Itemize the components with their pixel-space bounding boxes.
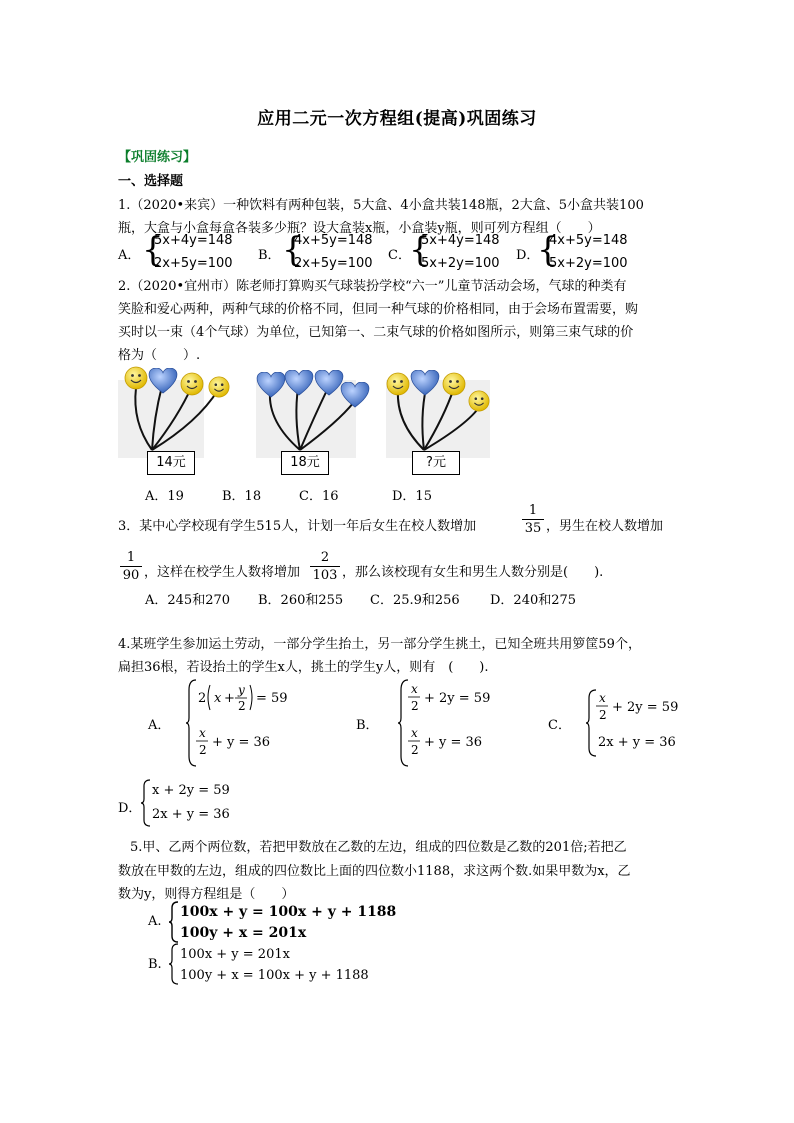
svg-text:+ 2y = 59: + 2y = 59 bbox=[612, 700, 679, 715]
q5-option-b-system bbox=[168, 942, 408, 986]
svg-text:+ 2y = 59: + 2y = 59 bbox=[424, 691, 491, 706]
q3-part1: 3．某中心学校现有学生515人，计划一年后女生在校人数增加 bbox=[118, 519, 477, 534]
svg-text:2x + y = 36: 2x + y = 36 bbox=[152, 807, 230, 822]
fraction-1-90: 1 90 bbox=[120, 550, 142, 583]
svg-text:x: x bbox=[214, 691, 222, 706]
fraction-1-35: 1 35 bbox=[522, 503, 544, 536]
document-page: 应用二元一次方程组(提高)巩固练习 【巩固练习】 一、选择题 1.（2020•来宾）一种饮料有两种包装，5大盒、4小盒共装148瓶，2大盒、5小盒共装100 瓶，大盒与小盒每盒各装多少瓶？设大盒装x瓶，小盒装y瓶，则可列方程组（ ） A． { 5x+4y=148 2x+5y=100 B． { 4x+5y=148 2x+5y=100 C． { 5x+4y=148 5x+2y=100 D． { 4x+5y=148 5x+2y=100 2.（2020•宜州市）陈老师打算购买气球装扮学校“六一”儿童节活动会场，气球的种类有 笑脸和爱心两种，两种气球的价格不同，但同一种气球的价格相同，由于会场布置需要，购 买时以一束（4个气球）为单位，已知第一、二束气球的价格如图所示，则第三束气球的价 格为（ ）. 14元 18元 ?元 A．19 B．18 C．16 D．15 3．某中心学校现有学生515人，计划一年后女生在校人数增加 1 35 ，男生在校人数增加 1 90 ，这样在校学生人数将增加 2 103 ，那么该校现有女生和男生人数分别是( ). A．245和270 B．260和255 C．25.9和256 D．240和275 4.某班学生参加运土劳动，一部分学生抬土，另一部分学生挑土，已知全班共用箩筐59个， 扁担36根，若设抬土的学生x人，挑土的学生y人，则有 ( ). A． 2 x + y 2 = 59 x 2 + y = 36 B． x 2 + 2y = 59 x 2 + y = 36 C． x 2 + 2y = 59 2x + y = 36 D． x + 2y = 59 2x + y = 36 5.甲、乙两个两位数，若把甲数放在乙数的左边，组成的四位数是乙数的201倍;若把乙 数放在甲数的左边，组成的四位数比上面的四位数小1188，求这两个数.如果甲数为x，乙 数为y，则得方程组是（ ） A. 100x + y = 100x + y + 1188 100y + x = 201x B. 100x + y = 201x 100y + x = 100x + y + 1188 bbox=[0, 0, 794, 1123]
price-label-bunch-3: ?元 bbox=[412, 451, 460, 475]
brace: { bbox=[142, 230, 164, 270]
svg-text:= 59: = 59 bbox=[256, 691, 288, 706]
q5-line3: 数为y，则得方程组是（ ） bbox=[118, 887, 295, 902]
q4-option-a-label: A． bbox=[148, 718, 171, 733]
smiley-balloon-icon bbox=[209, 377, 229, 397]
q4-line1: 4.某班学生参加运土劳动，一部分学生抬土，另一部分学生挑土，已知全班共用箩筐59个， bbox=[118, 637, 641, 652]
q3-option-c: C．25.9和256 bbox=[370, 593, 460, 608]
q2-option-d: D．15 bbox=[392, 489, 432, 504]
smiley-balloon-icon bbox=[387, 373, 409, 395]
section-tag: 【巩固练习】 bbox=[118, 150, 197, 165]
svg-text:2: 2 bbox=[199, 743, 207, 757]
svg-text:2: 2 bbox=[238, 699, 246, 713]
price-label-bunch-1: 14元 bbox=[147, 451, 195, 475]
svg-text:2: 2 bbox=[198, 691, 207, 706]
equation-system: { 5x+4y=148 2x+5y=100 bbox=[142, 230, 233, 271]
q3-part4: ，那么该校现有女生和男生人数分别是( ). bbox=[342, 565, 604, 580]
equation-system: { 5x+4y=148 5x+2y=100 bbox=[409, 230, 500, 271]
section-heading: 一、选择题 bbox=[118, 174, 184, 189]
q5-option-a-label: A. bbox=[148, 914, 162, 929]
q2-line2: 笑脸和爱心两种，两种气球的价格不同，但同一种气球的价格相同，由于会场布置需要，购 bbox=[118, 302, 639, 317]
svg-text:x: x bbox=[199, 726, 206, 740]
q3-part3: ，这样在校学生人数将增加 bbox=[144, 565, 301, 580]
svg-text:2: 2 bbox=[411, 743, 419, 757]
smiley-balloon-icon bbox=[125, 367, 147, 389]
q4-option-d-system bbox=[140, 778, 250, 828]
svg-text:100x + y = 201x: 100x + y = 201x bbox=[180, 947, 290, 962]
q4-line2: 扁担36根，若设抬土的学生x人，挑土的学生y人，则有 ( ). bbox=[118, 660, 489, 675]
svg-text:+ y = 36: + y = 36 bbox=[212, 735, 271, 750]
smiley-balloon-icon bbox=[181, 373, 203, 395]
q3-option-a: A．245和270 bbox=[145, 593, 231, 608]
q4-option-c-system bbox=[586, 688, 696, 758]
svg-text:x + 2y = 59: x + 2y = 59 bbox=[152, 783, 230, 798]
q2-line1: 2.（2020•宜州市）陈老师打算购买气球装扮学校“六一”儿童节活动会场，气球的种类有 bbox=[118, 279, 627, 294]
q2-line4: 格为（ ）. bbox=[118, 348, 201, 363]
q3-option-d: D．240和275 bbox=[490, 593, 577, 608]
q4-option-d-label: D． bbox=[118, 801, 142, 816]
q2-line3: 买时以一束（4个气球）为单位，已知第一、二束气球的价格如图所示，则第三束气球的价 bbox=[118, 325, 634, 340]
q5-option-a-system bbox=[168, 900, 408, 944]
svg-text:x: x bbox=[411, 726, 418, 740]
smiley-balloon-icon bbox=[443, 373, 465, 395]
svg-text:2: 2 bbox=[411, 699, 419, 713]
q1-line1: 1.（2020•来宾）一种饮料有两种包装，5大盒、4小盒共装148瓶，2大盒、5小盒共装100 bbox=[118, 198, 644, 213]
svg-text:x: x bbox=[599, 691, 606, 705]
svg-text:100x + y = 100x + y + 1188: 100x + y = 100x + y + 1188 bbox=[180, 904, 397, 920]
price-label-bunch-2: 18元 bbox=[281, 451, 329, 475]
svg-text:100y + x = 100x + y + 1188: 100y + x = 100x + y + 1188 bbox=[180, 968, 369, 983]
svg-text:100y + x = 201x: 100y + x = 201x bbox=[180, 925, 307, 941]
q1-line2: 瓶，大盒与小盒每盒各装多少瓶？设大盒装x瓶，小盒装y瓶，则可列方程组（ ） bbox=[118, 221, 601, 236]
q4-option-b-label: B． bbox=[356, 718, 379, 733]
svg-text:+ y = 36: + y = 36 bbox=[424, 735, 483, 750]
q5-option-b-label: B. bbox=[148, 957, 162, 972]
page-title: 应用二元一次方程组(提高)巩固练习 bbox=[257, 109, 537, 129]
q4-option-b-system bbox=[398, 678, 508, 768]
equation-system: { 4x+5y=148 5x+2y=100 bbox=[537, 230, 628, 271]
smiley-balloon-icon bbox=[469, 391, 489, 411]
q4-option-c-label: C． bbox=[548, 718, 571, 733]
equation-system: { 4x+5y=148 2x+5y=100 bbox=[282, 230, 373, 271]
q2-option-c: C．16 bbox=[299, 489, 339, 504]
q5-line2: 数放在甲数的左边，组成的四位数比上面的四位数小1188，求这两个数.如果甲数为x，乙 bbox=[118, 864, 631, 879]
q4-option-a-system bbox=[186, 678, 306, 768]
svg-text:+: + bbox=[224, 691, 235, 706]
fraction-2-103: 2 103 bbox=[310, 550, 340, 583]
q5-line1: 5.甲、乙两个两位数，若把甲数放在乙数的左边，组成的四位数是乙数的201倍;若把乙 bbox=[130, 840, 627, 855]
svg-text:2x + y = 36: 2x + y = 36 bbox=[598, 735, 676, 750]
q3-part2: ，男生在校人数增加 bbox=[546, 519, 664, 534]
svg-text:2: 2 bbox=[599, 708, 607, 722]
svg-text:x: x bbox=[411, 682, 418, 696]
q2-option-a: A．19 bbox=[145, 489, 184, 504]
svg-text:y: y bbox=[238, 683, 245, 697]
q3-option-b: B．260和255 bbox=[258, 593, 344, 608]
q2-option-b: B．18 bbox=[222, 489, 262, 504]
